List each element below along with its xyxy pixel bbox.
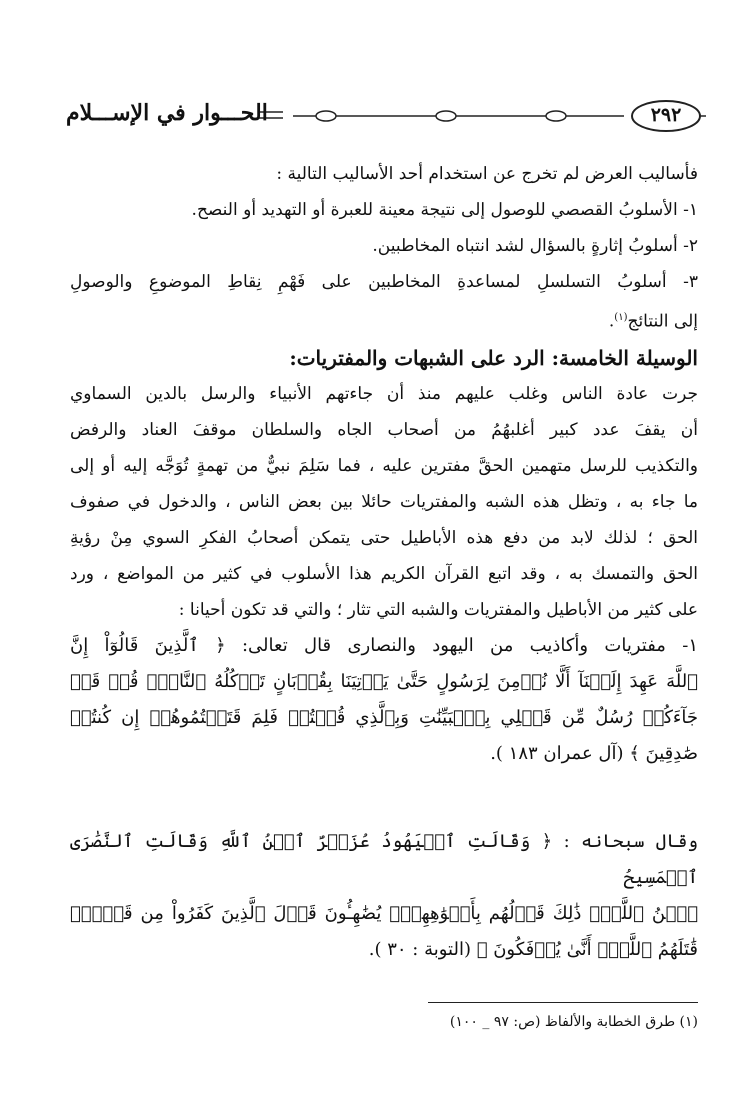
quran-line: ١- مفتريات وأكاذيب من اليهود والنصارى قال تعالى: ﴿ ٱلَّذِينَ قَالُوٓاْ إِنَّ [70,634,698,656]
quran-line: جَآءَكُمۡ رُسُلٌ مِّن قَبۡلِي بِٱلۡبَيِّنَٰتِ وَبِٱلَّذِي قُلۡتُمۡ فَلِمَ قَتَلۡتُمُوهُمۡ إِن كُنتُمۡ [70,706,698,728]
paragraph-line: الحق والتمسك به ، وقد اتبع القرآن الكريم هذا الأسلوب في كثير من المواضع ، ورد [70,563,698,584]
quran-line: ٱبۡنُ ٱللَّهِۖ ذَٰلِكَ قَوۡلُهُم بِأَفۡوَٰهِهِمۡۖ يُضَٰهِـُٔونَ قَوۡلَ ٱلَّذِينَ كَفَرُواْ مِن قَبۡلُۚ [70,903,698,924]
book-title: الحـــوار في الإســـلام [66,100,268,126]
second-quote [70,824,698,968]
quran-line: وقال سبحانه : ﴿ وَقَالَتِ ٱلۡيَهُودُ عُزَيۡرٌ ٱبۡنُ ٱللَّهِ وَقَالَتِ ٱلنَّصَٰرَى ٱلۡمَسِيحُ [70,831,698,888]
page-header [58,96,706,140]
paragraph-line: جرت عادة الناس وغلب عليهم منذ أن جاءتهم الأنبياء والرسل بالدين السماوي [70,383,698,404]
page-number: ٢٩٢ [650,104,682,126]
list-item: ٢- أسلوبُ إثارةٍ بالسؤال لشد انتباه المخاطبين. [372,236,698,256]
main-text [70,156,698,772]
list-item: ١- الأسلوبُ القصصي للوصول إلى نتيجة معينة للعبرة أو التهديد أو النصح. [191,200,698,220]
paragraph-line: على كثير من الأباطيل والمفتريات والشبه التي تثار ؛ والتي قد تكون أحيانا : [178,599,698,620]
footnote: (١) طرق الخطابة والألفاظ (ص: ٩٧ _ ١٠٠) [449,1014,698,1030]
intro-line: فأساليب العرض لم تخرج عن استخدام أحد الأساليب التالية : [276,164,698,184]
section-title: الوسيلة الخامسة: الرد على الشبهات والمفتريات: [289,345,698,370]
list-item-end: . [608,311,615,332]
list-item-continuation [70,300,698,340]
footnote-divider [428,1002,698,1003]
paragraph-line: الحق ؛ لذلك لابد من دفع هذه الأباطيل حتى يتمكن أصحابُ الفكرِ السوي مِنْ رؤيةِ [70,527,698,548]
quran-line: ٱللَّهَ عَهِدَ إِلَيۡنَآ أَلَّا نُؤۡمِنَ لِرَسُولٍ حَتَّىٰ يَأۡتِيَنَا بِقُرۡبَانٍ تَأۡكُلُهُ ٱلنَّارُۗ قُلۡ قَدۡ [70,670,698,692]
footnote-ref[interactable]: (١) [614,312,628,323]
quran-line: قَٰتَلَهُمُ ٱللَّهُۖ أَنَّىٰ يُؤۡفَكُونَ ﴾ (التوبة : ٣٠ ). [368,939,698,960]
paragraph-line: والتكذيب للرسل متهمين الحقَّ مفترين عليه ، فما سَلِمَ نبيٌّ من تهمةٍ تُوَجَّه إليه أو إلى [70,455,698,476]
list-item: ٣- أسلوبُ التسلسلِ لمساعدةِ المخاطبين على فَهْمِ نِقاطِ الموضوعِ والوصولِ [70,272,698,292]
list-item-text: إلى النتائج [627,311,698,332]
paragraph-line: أن يقفَ عدد كبير أغلبهُمُ من أصحاب الجاه والسلطان موقفَ العناد والرفض [70,419,698,440]
quran-line: صَٰدِقِينَ ﴾ (آل عمران ١٨٣ ). [490,742,698,764]
paragraph-line: ما جاء به ، وتظل هذه الشبه والمفتريات حائلا بين بعض الناس ، والدخول في صفوف [70,491,698,512]
